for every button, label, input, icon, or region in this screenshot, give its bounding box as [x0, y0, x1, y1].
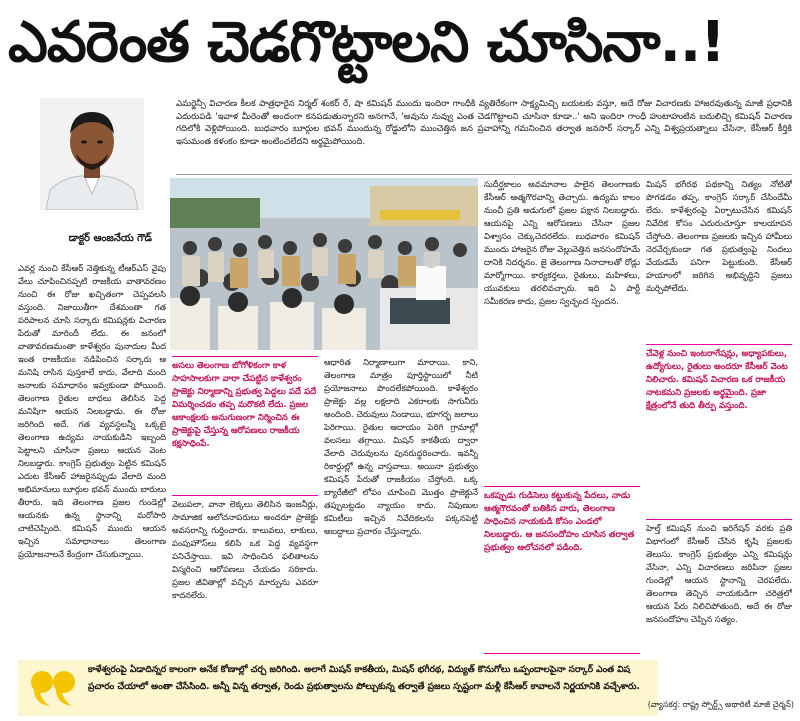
column-5-bottom: హెల్త్ కమిషన్ నుంచి ఇరిగేషన్ వరకు ప్రతి విభాగంలో కేసీఆర్ చేసిన కృషి ప్రజలకు తెలుసు. కాంగ్రెస్ ప్రభుత్వం ఎన్ని కమిషన్లు వేసినా, ఎన్ని విచారణలు జరిపినా ప్రజల గుండెల్లో ఆయన స్థానాన్ని చెరపలేదు. తెలంగాణ తెచ్చిన నాయకుడిగా చరిత్రలో ఆయన పేరు నిలిచిపోతుంది. అదే ఈ రోజు జనసందోహం చెప్పిన సత్యం. — [646, 523, 792, 624]
pull-quote-2-text: ఒకప్పుడు గుడిసెలు కట్టుకున్న పేదలు, నాడు ఆత్మగౌరవంతో బతికిన వారు, తెలంగాణ సాధించిన నాయకుడి కోసం ఎండలో నిలబడ్డారు. ఆ జనసందోహం చూసిన తర్వాత ప్రభుత్వం ఆలోచనలో పడింది. — [484, 491, 635, 553]
pull-quote-1 — [172, 356, 318, 496]
column-4-top: సుదీర్ఘకాలం అవమానాల పాలైన తెలంగాణకు కేసీఆర్ ఆత్మగౌరవాన్ని తెచ్చారు. ఉద్యమ కాలం నుంచీ ప్రతి అడుగులో ప్రజల పక్షాన నిలబడ్డారు. ఆయనపై ఎన్ని ఆరోపణలు చేసినా ప్రజల విశ్వాసం చెక్కుచెదరలేదు. బుధవారం కమిషన్ ముందు హాజరైన రోజు వెల్లువెత్తిన జనసందోహమే దానికి నిదర్శనం. జై తెలంగాణ నినాదాలతో రోడ్లు మార్మోగాయి. కార్యకర్తలు, రైతులు, మహిళలు, యువకులు తరలివచ్చారు. ఇది ఏ పార్టీ సమీకరణ కాదు, ప్రజల స్వచ్ఛంద స్పందన. — [484, 179, 640, 306]
author-credit: (వ్యాసకర్త: రాష్ట్ర స్పోర్ట్స్ అథారిటీ మాజీ చైర్మన్) — [647, 700, 794, 709]
column-2: వెలుపలా, వానా లెక్కలు తెలిసిన ఇంజనీర్లు, సామాజిక ఆలోచనాపరులు అందరూ ప్రాజెక్టు అవసరాన్ని గుర్తించారు. కాలువలు, లాకులు, పంపుహౌస్‌లు కలిసి ఒక పెద్ద వ్యవస్థగా పనిచేస్తాయి. ఇవి సాధించిన ఫలితాలను విస్మరించి ఆరోపణలు చేయడం సరికాదు. ప్రజల జీవితాల్లో వచ్చిన మార్పును ఎవరూ కాదనలేరు. — [172, 499, 318, 600]
quote-mark-icon — [28, 664, 76, 712]
author-photo — [40, 98, 144, 210]
pull-quote-2 — [484, 486, 640, 654]
pull-quote-3 — [646, 344, 792, 520]
author-name: డాక్టర్ ఆంజనేయ గౌడ్ — [68, 233, 152, 244]
crowd-photo — [170, 178, 478, 350]
column-1: ఎవర్ల నుంచి కేసీఆర్ నెత్తికున్న టీఆర్ఎస్ వైపు వేలు చూపించినప్పటి రాజకీయ వాతావరణం నుంచి ఈ రోజు ఖచ్చితంగా చెప్పవలసి వస్తుంది. నిజాయితీగా దేశమంతా గత పరిపాలన చూసి సర్కారు కమిషన్లకు విచారణ పేరుతో మారిందీ లేదు. ఈ జనంలో వాతావరణమంతా కాళేశ్వరం పునాదుల మీద ఇంత రాజకీయం నడిపించిన సర్కారు ఆ మనిషి రాసిన పుస్తకాలే కాదు, వేలాది మంది జనాలకు సమాధానం ఇవ్వకుండా పోయింది. తెలంగాణ రైతుల బాధలు తెలిసిన పెద్ద మనిషిగా ఆయన నిలబడ్డాడు. ఈ రోజు జరిగింది అదే. గత వ్యవస్థలన్నీ ఒక్కటై తెలంగాణ ఉద్యమ నాయకుడిని ఇబ్బంది పెట్టాలని చూసినా ప్రజలు ఆయన వెంట నిలబడ్డారు. కాంగ్రెస్ ప్రభుత్వం పెట్టిన కమిషన్ ఎదుట కేసీఆర్ హాజరైనప్పుడు వేలాది మంది అభిమానులు బూర్గుల భవన్ ముందు బారులు తీరారు. ఇది తెలంగాణ ప్రజల గుండెల్లో ఆయనకు ఉన్న స్థానాన్ని మరోసారి చాటిచెప్పింది. కమిషన్ ముందు ఆయన ఇచ్చిన సమాధానాలు తెలంగాణ ప్రయోజనాలనే కేంద్రంగా చేసుకున్నాయి. — [18, 263, 166, 559]
column-5-top: మిషన్ భగీరథ పథకాన్ని నిత్యం నోటితో పొగడడం తప్ప, కాంగ్రెస్ సర్కార్ చేసిందేమీ లేదు. కాళేశ్వరంపై ఏర్పాటుచేసిన కమిషన్ నివేదిక కోసం ఎదురుచూస్తూ కాలయాపన చేస్తోంది. తెలంగాణ ప్రజలకు ఇచ్చిన హామీలు నెరవేర్చకుండా గత ప్రభుత్వంపై నిందలు వేయడమే పనిగా పెట్టుకుంది. కేసీఆర్ హయాంలో జరిగిన అభివృద్ధిని ప్రజలు మర్చిపోలేదు. — [646, 179, 792, 293]
column-3: ఆధారిత నిర్మాణాలుగా మారాయి. కాని, తెలంగాణ మాత్రం పూర్తిస్థాయిలో నీటి ప్రయోజనాలు పొందలేకపోయింది. కాళేశ్వరం ప్రాజెక్టు వల్ల లక్షలాది ఎకరాలకు సాగునీరు అందింది. చెరువులు నిండాయి, భూగర్భ జలాలు పెరిగాయి. రైతుల ఆదాయం పెరిగి గ్రామాల్లో వలసలు తగ్గాయి. మిషన్ కాకతీయ ద్వారా వేలాది చెరువులను పునరుద్ధరించారు. ఇవన్నీ రికార్డుల్లో ఉన్న వాస్తవాలు. అయినా ప్రభుత్వం కమిషన్ పేరుతో రాజకీయం చేస్తోంది. ఒక్క బ్యారేజీలో లోపం చూపించి మొత్తం ప్రాజెక్టునే తప్పుబట్టడం న్యాయం కాదు. నిపుణుల కమిటీలు ఇచ్చిన నివేదికలను పక్కనపెట్టి అబద్ధాలు ప్రచారం చేస్తున్నారు. — [324, 357, 478, 536]
intro-paragraph: ఎమర్జెన్సీ విచారణ కీలక పాత్రధారైన నిర్మల్ శంకర్ రే, షా కమిషన్ ముందు ఇందిరా గాంధీకి వ్యతిరేకంగా సాక్ష్యమిచ్చి బయటకు వస్తూ, అదే రోజు విచారణకు హాజరవుతున్న మాజీ ప్రధానికి ఎదురుపడి 'ఇవాళ మీరెంతో అందంగా కనపడుతున్నారని అనగానే, 'అవును నువ్వు ఎంత చెడగొట్టాలని చూసినా కూడా..' అని ఇందిరా గాంధీ హుటాహుటిన బదులిచ్చి కమిషన్ విచారణ గదిలోకి వెళ్లిపోయింది. బుధవారం బూర్గుల భవన్ ముందున్న రోడ్డులోని ముంచెత్తిన జన ప్రవాహాన్ని గమనించిన తర్వాత జనసార్ సర్కార్ ఎన్ని విశ్వప్రయత్నాలు చేసినా, కేసీఆర్ కీర్తికి ఇసుమంత కళంకం కూడా అంటించలేదని అర్థమైపోయింది. — [176, 98, 792, 175]
pull-quote-1-text: అసలు తెలంగాణ బోగోళికంగా కాళ సాహసాలకుగా వారా చేపట్టిన కాళేశ్వరం ప్రాజెక్టు నిర్మాణాన్ని ప్రభుత్వ పెద్దలు పదే పదే విమర్శించడం తప్ప మరొకటి లేదు. ప్రజల ఆకాంక్షలకు అనుగుణంగా నిర్మించిన ఈ ప్రాజెక్టుపై చేస్తున్న ఆరోపణలు రాజకీయ కక్షసాధింపే. — [172, 361, 317, 449]
headline: ఎవరెంత చెడగొట్టాలని చూసినా..! — [8, 10, 725, 75]
highlight-quote-box — [18, 660, 658, 716]
highlight-quote-text: కాళేశ్వరంపై ఏడాదిన్నర కాలంగా అనేక కోణాల్లో చర్చ జరిగింది. అలాగే మిషన్ కాకతీయ, మిషన్ భగీరథ, విద్యుత్ కొనుగోలు ఒప్పందాలపైనా సర్కార్ ఎంత విష ప్రచారం చేయాలో అంతా చేసేసింది. అన్నీ విన్న తర్వాత, రెండు ప్రభుత్వాలను పోల్చుకున్న తర్వాతే ప్రజలు స్పష్టంగా మళ్లీ కేసీఆర్ కావాలనే నిర్ణయానికి వచ్చేశారు. — [88, 665, 640, 692]
pull-quote-3-text: చేవెళ్ల నుంచి ఇంటరాగేషన్లు, అధ్యాపకులు, ఉద్యోగులు, రైతులు అందరూ కేసీఆర్ వెంట నిలిచారు. కమిషన్ విచారణ ఒక రాజకీయ నాటకమని ప్రజలకు అర్థమైంది. ప్రజా క్షేత్రంలోనే తుది తీర్పు వస్తుంది. — [646, 349, 788, 411]
